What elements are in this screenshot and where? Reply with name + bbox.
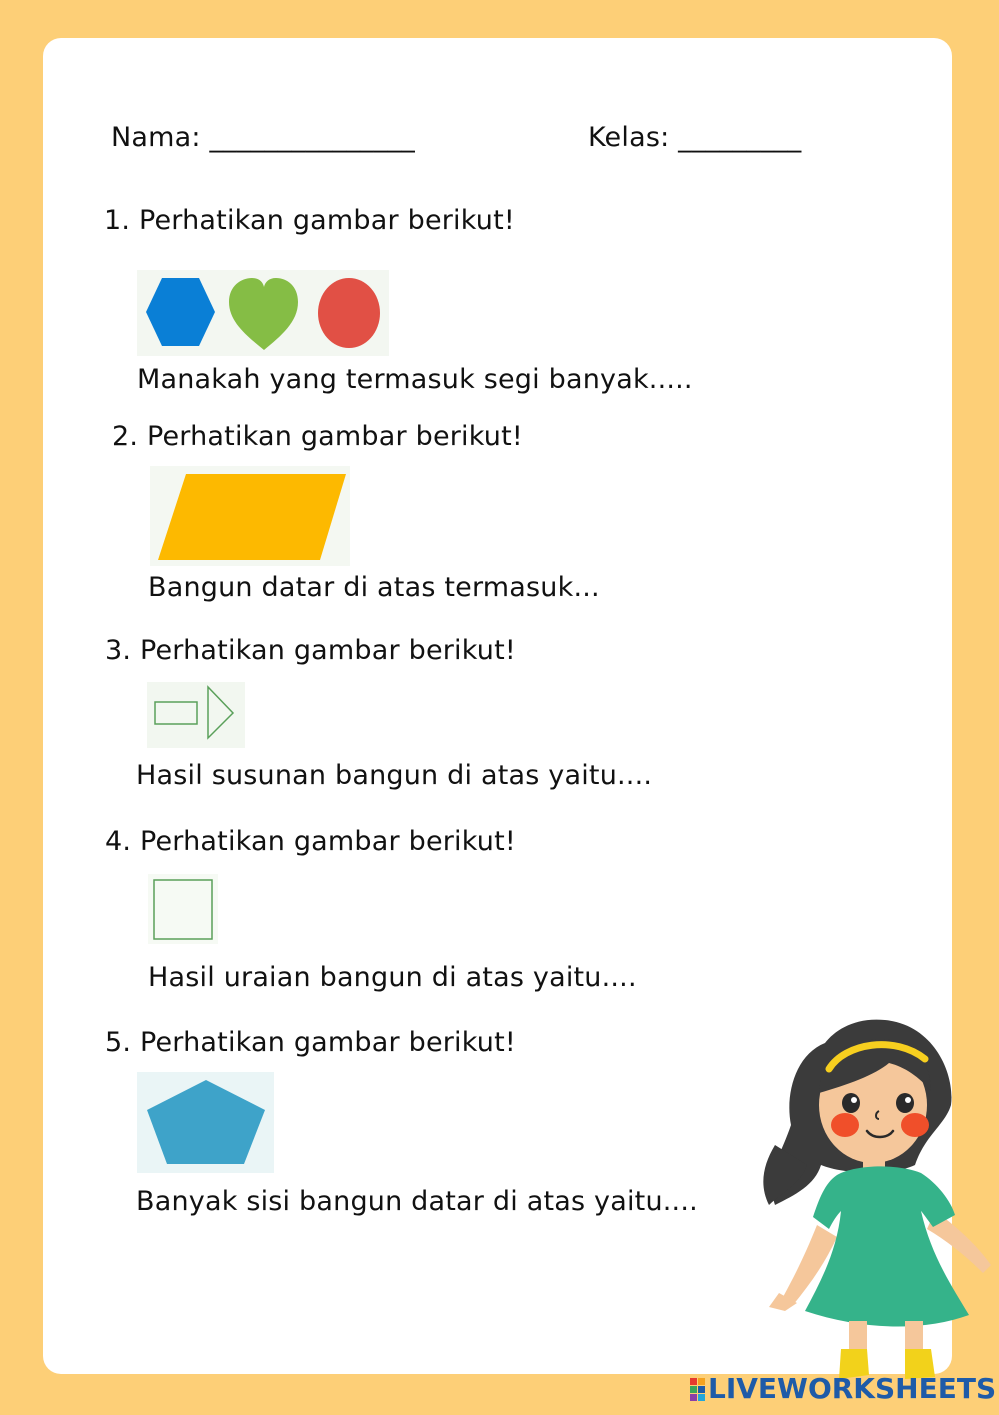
question-1-text: Manakah yang termasuk segi banyak..... bbox=[137, 364, 693, 395]
question-3-prompt: 3. Perhatikan gambar berikut! bbox=[105, 635, 516, 666]
liveworksheets-logo[interactable] bbox=[690, 1372, 996, 1405]
question-4-text: Hasil uraian bangun di atas yaitu.... bbox=[148, 962, 637, 993]
question-5-text: Banyak sisi bangun datar di atas yaitu.... bbox=[136, 1186, 698, 1217]
girl-illustration bbox=[755, 1015, 995, 1389]
question-3-image bbox=[147, 682, 245, 748]
question-1-prompt: 1. Perhatikan gambar berikut! bbox=[104, 205, 515, 236]
liveworksheets-logo-text: LIVEWORKSHEETS bbox=[708, 1372, 997, 1405]
name-field-label: Nama: _______________ bbox=[111, 122, 415, 153]
question-1-image bbox=[137, 270, 389, 356]
question-5-image bbox=[137, 1072, 274, 1173]
question-4-prompt: 4. Perhatikan gambar berikut! bbox=[105, 826, 516, 857]
question-2-text: Bangun datar di atas termasuk... bbox=[148, 572, 600, 603]
question-4-image bbox=[148, 874, 218, 944]
question-2-image bbox=[150, 466, 350, 566]
hexagon-icon bbox=[146, 278, 215, 346]
parallelogram-icon bbox=[158, 474, 346, 560]
pentagon-icon bbox=[147, 1080, 265, 1164]
square-icon bbox=[154, 880, 212, 939]
question-2-prompt: 2. Perhatikan gambar berikut! bbox=[112, 421, 523, 452]
triangle-icon bbox=[208, 687, 233, 738]
liveworksheets-logo-icon bbox=[690, 1376, 706, 1402]
question-3-text: Hasil susunan bangun di atas yaitu.... bbox=[136, 760, 653, 791]
heart-icon bbox=[229, 278, 298, 350]
rectangle-icon bbox=[155, 702, 197, 724]
circle-icon bbox=[318, 278, 380, 348]
question-5-prompt: 5. Perhatikan gambar berikut! bbox=[105, 1027, 516, 1058]
class-field-label: Kelas: _________ bbox=[588, 122, 802, 153]
